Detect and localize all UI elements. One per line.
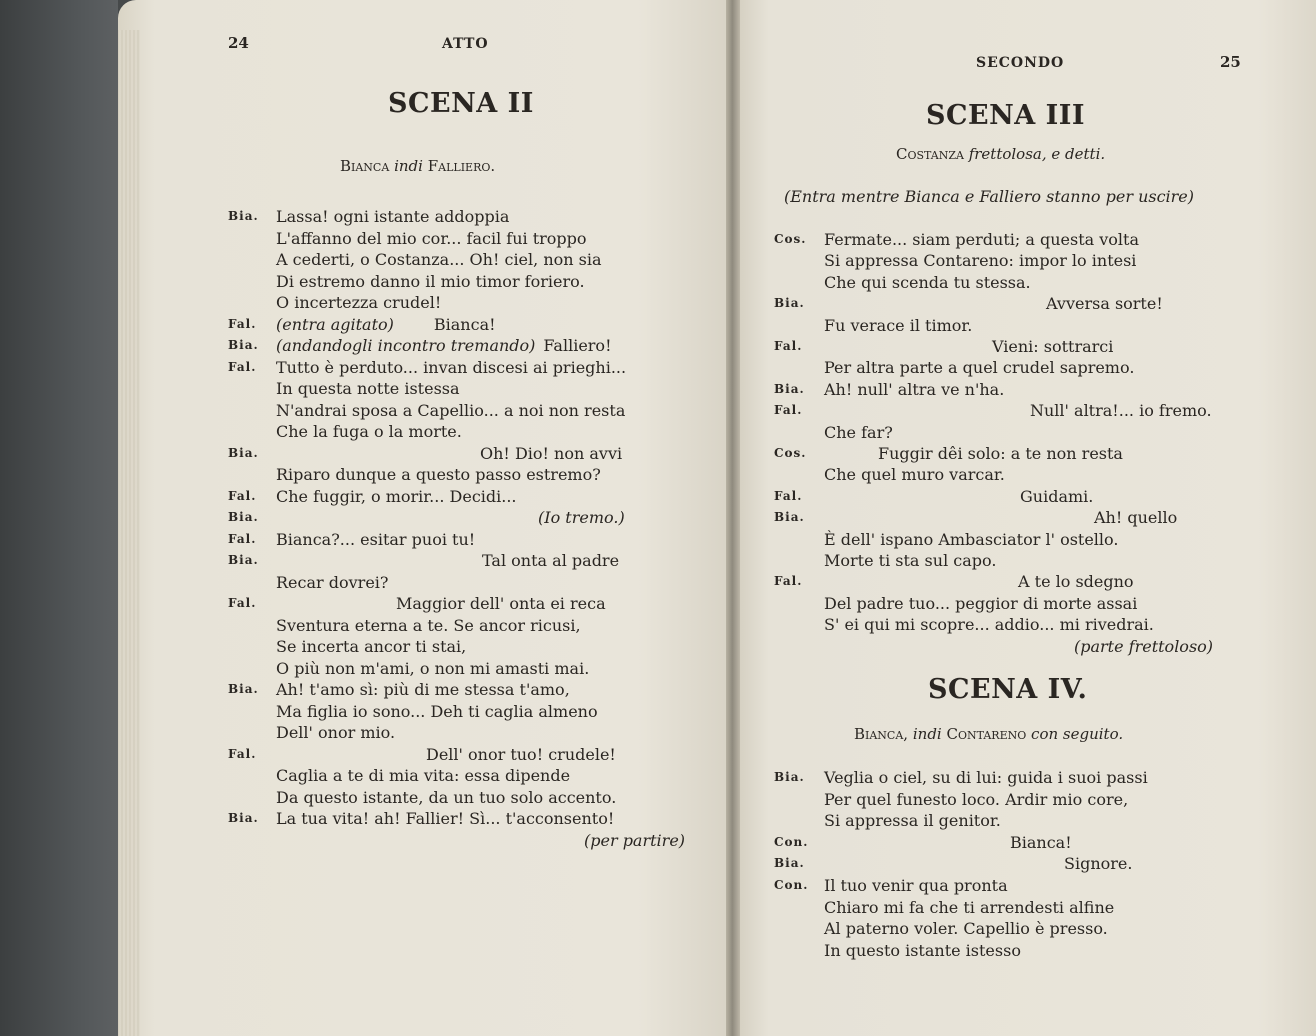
verse-line: [480, 443, 622, 464]
verse-line: [276, 765, 570, 786]
verse-line: [824, 789, 1128, 810]
verse-text: Si appressa Contareno: impor lo intesi: [824, 251, 1137, 271]
speaker-label: Bia.: [228, 682, 259, 696]
scene-title: SCENA III: [926, 100, 1085, 131]
verse-line: [1020, 486, 1093, 507]
speaker-label: Bia.: [774, 856, 805, 871]
scene-title: SCENA IV.: [928, 674, 1088, 705]
verse-line: [1064, 853, 1132, 874]
verse-line: [824, 810, 1001, 831]
cast-connector: frettolosa, e detti.: [968, 145, 1106, 163]
verse-text: S' ei qui mi scopre... addio... mi rivedrai.: [824, 615, 1154, 635]
verse-text: Bianca!: [1010, 832, 1072, 852]
speaker-label: Bia.: [774, 510, 805, 525]
verse-text: Del padre tuo... peggior di morte assai: [824, 593, 1138, 613]
speaker-label: Fal.: [228, 316, 257, 331]
verse-line: [276, 679, 570, 700]
verse-text: È dell' ispano Ambasciator l' ostello.: [824, 529, 1119, 549]
verse-line: [276, 400, 625, 421]
verse-text: Se incerta ancor ti stai,: [276, 637, 467, 656]
verse-text: Dell' onor mio.: [276, 723, 396, 742]
cast-connector: indi: [394, 157, 423, 175]
verse-line: [1018, 571, 1134, 592]
verse-text: Il tuo venir qua pronta: [824, 876, 1008, 895]
verse-line: [824, 918, 1108, 939]
verse-text: Si appressa il genitor.: [824, 811, 1001, 831]
verse-line: [276, 615, 581, 636]
verse-line: [276, 357, 626, 378]
verse-line: [824, 593, 1137, 614]
book-gutter: [726, 0, 740, 1036]
speaker-label: Con.: [774, 878, 809, 892]
verse-line: [276, 529, 475, 550]
verse-line: [276, 486, 517, 507]
verse-text: Maggior dell' onta ei reca: [396, 594, 606, 613]
verse-text: Morte ti sta sul capo.: [824, 551, 997, 570]
speaker-label: Bia.: [228, 338, 259, 352]
verse-text: Al paterno voler. Capellio è presso.: [824, 919, 1108, 939]
speaker-label: Fal.: [774, 488, 803, 503]
verse-line: [824, 272, 1031, 293]
verse-line: [276, 464, 601, 485]
verse-text: Ah! t'amo sì: più di me stessa t'amo,: [276, 680, 570, 699]
verse-line: [1074, 636, 1213, 657]
verse-text: Ah! null' altra ve n'ha.: [824, 379, 1005, 399]
speaker-label: Bia.: [228, 445, 259, 460]
stage-direction: (andandogli incontro tremando): [276, 336, 536, 355]
cast-line: [896, 145, 1105, 163]
verse-text: Fu verace il timor.: [824, 315, 973, 335]
verse-line: [276, 249, 602, 270]
verse-line: [276, 335, 612, 356]
speaker-label: Bia.: [228, 553, 259, 567]
verse-line: [276, 206, 509, 227]
verse-text: Di estremo danno il mio timor foriero.: [276, 271, 585, 291]
cast-name: Costanza: [896, 145, 964, 163]
verse-text: A te lo sdegno: [1018, 572, 1134, 592]
verse-line: [824, 229, 1139, 250]
verse-line: [824, 897, 1114, 918]
speaker-label: Bia.: [228, 811, 259, 825]
verse-line: [824, 250, 1136, 271]
verse-text: Da questo istante, da un tuo solo accento.: [276, 787, 617, 807]
cast-name: Falliero.: [427, 157, 496, 175]
speaker-label: Fal.: [228, 488, 257, 503]
speaker-label: Cos.: [774, 232, 807, 246]
page-number-right: 25: [1220, 53, 1241, 71]
verse-line: [824, 315, 972, 336]
verse-line: [276, 228, 587, 249]
verse-text: (per partire): [584, 830, 686, 850]
verse-text: O più non m'ami, o non mi amasti mai.: [276, 658, 590, 678]
verse-line: [824, 357, 1134, 378]
speaker-label: Fal.: [228, 359, 257, 374]
verse-line: [1030, 400, 1212, 421]
verse-text: Fermate... siam perduti; a questa volta: [824, 230, 1140, 249]
speaker-label: Fal.: [228, 596, 257, 610]
stage-direction: (Entra mentre Bianca e Falliero stanno per uscire): [784, 187, 1195, 206]
speaker-label: Bia.: [774, 381, 805, 396]
verse-line: [824, 529, 1118, 550]
verse-text: Avversa sorte!: [1046, 294, 1163, 314]
verse-text: Tal onta al padre: [482, 551, 620, 570]
verse-line: [878, 443, 1123, 464]
verse-line: [1046, 293, 1163, 314]
cast-name: Contareno: [946, 725, 1027, 743]
verse-text: (Io tremo.): [538, 508, 625, 527]
verse-line: [276, 271, 585, 292]
page-number-left: 24: [228, 34, 249, 52]
speaker-label: Bia.: [774, 296, 805, 311]
speaker-label: Fal.: [774, 339, 803, 353]
stage-direction: (entra agitato): [276, 314, 394, 334]
speaker-label: Fal.: [228, 531, 257, 546]
verse-text: Ma figlia io sono... Deh ti caglia almeno: [276, 701, 598, 721]
cast-name: Bianca: [340, 157, 390, 175]
speaker-label: Bia.: [228, 209, 259, 223]
verse-line: [276, 572, 388, 593]
speaker-label: Cos.: [774, 446, 807, 460]
verse-text: Sventura eterna a te. Se ancor ricusi,: [276, 615, 581, 635]
verse-text: Signore.: [1064, 854, 1133, 874]
verse-text: Riparo dunque a questo passo estremo?: [276, 465, 601, 484]
verse-text: La tua vita! ah! Fallier! Sì... t'acconsento!: [276, 809, 615, 828]
verse-line: [1010, 832, 1072, 853]
verse-line: [276, 722, 395, 743]
verse-text: Tutto è perduto... invan discesi ai prieghi...: [276, 357, 627, 377]
right-page: [740, 0, 1316, 1036]
verse-line: [276, 421, 462, 442]
verse-text: Recar dovrei?: [276, 572, 389, 592]
verse-line: [276, 808, 614, 829]
verse-line: [584, 830, 685, 851]
verse-text: Che quel muro varcar.: [824, 465, 1005, 485]
left-page: [118, 0, 730, 1036]
cast-name: Bianca,: [854, 725, 909, 743]
verse-text: Che fuggir, o morir... Decidi...: [276, 486, 517, 506]
verse-text: Ah! quello: [1094, 508, 1178, 528]
verse-text: Veglia o ciel, su di lui: guida i suoi passi: [824, 768, 1148, 787]
verse-text: Che qui scenda tu stessa.: [824, 272, 1031, 292]
verse-text: A cederti, o Costanza... Oh! ciel, non sia: [276, 250, 602, 269]
verse-text: Lassa! ogni istante addoppia: [276, 207, 510, 226]
verse-line: [824, 464, 1005, 485]
verse-text: Bianca?... esitar puoi tu!: [276, 529, 476, 549]
verse-text: In questa notte istessa: [276, 379, 460, 398]
verse-text: Null' altra!... io fremo.: [1030, 401, 1212, 421]
speaker-label: Bia.: [228, 510, 259, 524]
verse-text: Vieni: sottrarci: [992, 337, 1114, 356]
verse-text: Bianca!: [433, 314, 496, 334]
background-shadow: [0, 0, 118, 1036]
verse-line: [426, 744, 616, 765]
verse-line: [824, 550, 996, 571]
verse-line: [396, 593, 606, 614]
verse-line: [992, 336, 1113, 357]
cast-line: [340, 157, 495, 175]
verse-text: Guidami.: [1020, 486, 1094, 506]
verse-text: Chiaro mi fa che ti arrendesti alfine: [824, 897, 1115, 917]
speaker-label: Fal.: [774, 403, 803, 418]
verse-line: [824, 422, 893, 443]
verse-line: [276, 658, 589, 679]
cast-connector: indi: [912, 725, 942, 743]
verse-text: L'affanno del mio cor... facil fui troppo: [276, 228, 587, 248]
verse-text: In questo istante istesso: [824, 940, 1021, 960]
speaker-label: Con.: [774, 834, 809, 849]
verse-text: N'andrai sposa a Capellio... a noi non resta: [276, 400, 626, 420]
scene-title: SCENA II: [388, 88, 534, 119]
verse-text: Che la fuga o la morte.: [276, 422, 462, 441]
verse-text: Che far?: [824, 422, 893, 442]
verse-line: [276, 378, 460, 399]
verse-line: [824, 614, 1154, 635]
running-header-left: ATTO: [442, 36, 489, 52]
verse-line: [276, 636, 466, 657]
speaker-label: Bia.: [774, 770, 805, 784]
verse-text: Dell' onor tuo! crudele!: [426, 744, 616, 764]
speaker-label: Fal.: [228, 746, 257, 761]
verse-text: (parte frettoloso): [1074, 636, 1214, 656]
verse-text: O incertezza crudel!: [276, 293, 442, 312]
verse-text: Per quel funesto loco. Ardir mio core,: [824, 789, 1129, 809]
cast-connector: con seguito.: [1031, 725, 1124, 743]
verse-line: [276, 314, 496, 335]
verse-line: [1094, 507, 1177, 528]
verse-line: [824, 875, 1008, 896]
running-header-right: SECONDO: [976, 55, 1065, 71]
verse-text: Falliero!: [543, 336, 612, 355]
speaker-label: Fal.: [774, 574, 803, 589]
verse-line: [276, 787, 616, 808]
verse-line: [482, 550, 619, 571]
verse-text: Fuggir dêi solo: a te non resta: [878, 444, 1123, 463]
cast-line: [854, 725, 1123, 743]
verse-line: [276, 292, 441, 313]
verse-text: Oh! Dio! non avvi: [480, 443, 623, 463]
verse-line: [276, 701, 598, 722]
verse-text: Caglia a te di mia vita: essa dipende: [276, 766, 571, 785]
verse-line: [824, 940, 1021, 961]
verse-line: [538, 507, 625, 528]
verse-line: [824, 767, 1148, 788]
verse-text: Per altra parte a quel crudel sapremo.: [824, 358, 1135, 378]
verse-line: [824, 379, 1004, 400]
